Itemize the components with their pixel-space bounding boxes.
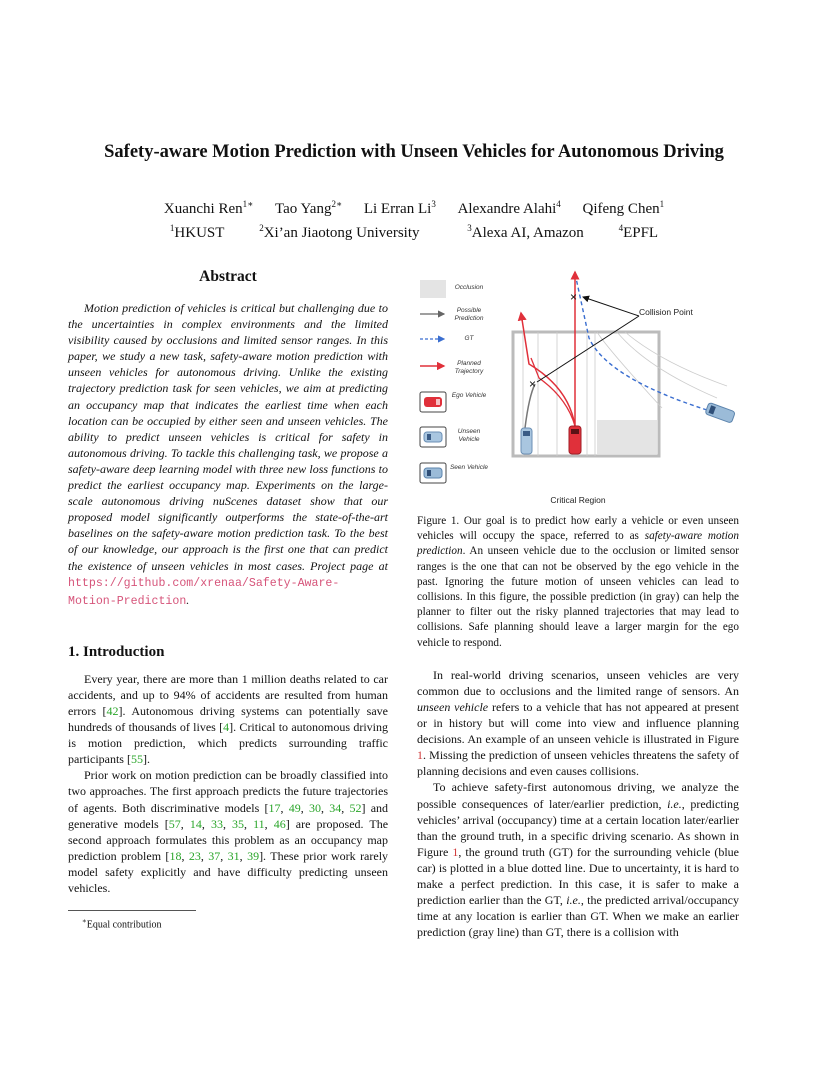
figure-1-caption	[417, 514, 739, 651]
text-segment: ,	[244, 816, 254, 831]
legend-ego-vehicle: Ego Vehicle	[451, 392, 487, 399]
text-segment: ,	[264, 816, 274, 831]
paper-title: Safety-aware Motion Prediction with Unseen Vehicles for Autonomous Driving	[104, 142, 724, 162]
unseen-vehicle	[521, 428, 532, 454]
citation-link[interactable]: 23	[188, 848, 201, 863]
author: Li Erran Li$^3$	[363, 199, 436, 217]
text-segment: Every year, there are more than 1 million deaths related to car accidents, and up to 94% of accidents are resulted from human errors [	[68, 671, 388, 718]
text-segment: ,	[201, 816, 211, 831]
legend-occlusion: Occlusion	[454, 284, 484, 291]
footnote: ∗Equal contribution	[82, 917, 162, 931]
citation-link[interactable]: 30	[308, 800, 321, 815]
text-segment: , the predicted arrival/occupancy time at any location is earlier than GT. When we make an earlier prediction (gray line) than GT, there is a collision with	[417, 893, 739, 940]
citation-link[interactable]: 33	[210, 816, 223, 831]
footnote-divider	[68, 910, 196, 911]
text-segment: ,	[200, 848, 209, 863]
citation-link[interactable]: 35	[232, 816, 245, 831]
citation-link[interactable]: 37	[208, 848, 221, 863]
legend-planned-trajectory: Planned Trajectory	[454, 360, 484, 375]
text-segment: ,	[220, 848, 228, 863]
right-column	[417, 268, 739, 940]
citation-link[interactable]: 57	[168, 816, 181, 831]
abstract-heading: Abstract	[199, 268, 257, 285]
affiliations	[0, 219, 828, 243]
text-segment: ] and generative models [	[68, 800, 389, 831]
text-segment: ,	[222, 816, 233, 831]
collision-mark-icon: ×	[529, 377, 537, 391]
author: Alexandre Alahi$^4$	[457, 199, 561, 217]
seen-vehicle-icon	[420, 463, 446, 483]
citation-link[interactable]: 46	[273, 816, 286, 831]
text-segment: ,	[239, 848, 248, 863]
text-segment: ].	[142, 752, 150, 767]
right-paragraph-1	[417, 667, 739, 780]
figure-ref-link[interactable]: 1	[452, 844, 459, 859]
citation-link[interactable]: 39	[247, 848, 260, 863]
text-segment: . An unseen vehicle due to the occlusion or limited sensor ranges is the one that can not be observed by the ego vehicle in the past. Ignoring the future motion of unseen vehicles can lead to collisions. In this figure, the possible prediction (in gray) can help the planner to filter out the risky planned trajectories that may lead to collisions. Safe planning should leave a larger margin for the ego vehicle to respond.	[417, 545, 739, 649]
text-segment: Prior work on motion prediction can be broadly classified into two approaches. The first approach predicts the future trajectories of agents. Both discriminative models [	[68, 768, 388, 815]
text-segment: In real-world driving scenarios, unseen vehicles are very common due to occlusions and the limited range of sensors. An	[417, 667, 739, 698]
emphasis-text: i.e.	[566, 893, 581, 908]
text-segment: ,	[180, 816, 190, 831]
citation-link[interactable]: 4	[223, 720, 230, 735]
left-column	[68, 268, 388, 930]
occlusion-area	[597, 420, 657, 454]
citation-link[interactable]: 18	[169, 848, 182, 863]
text-segment: ,	[280, 800, 289, 815]
text-segment: ,	[320, 800, 330, 815]
ego-vehicle	[569, 426, 581, 454]
collision-mark-icon: ×	[570, 290, 578, 304]
author: Xuanchi Ren$^{1∗}$	[163, 199, 254, 217]
project-page-link[interactable]: https://github.com/xrenaa/Safety-Aware-Motion-Prediction	[68, 576, 340, 608]
seen-vehicle	[705, 402, 735, 423]
emphasis-text: safety-aware motion prediction	[417, 530, 739, 558]
ego-vehicle-icon	[420, 392, 446, 412]
figure-1	[417, 268, 739, 508]
legend-possible-prediction: Possible Prediction	[454, 307, 484, 322]
occlusion-swatch-icon	[420, 280, 446, 298]
text-segment: . Missing the prediction of unseen vehicles threatens the safety of planning decisions and even causes collisions.	[417, 748, 739, 779]
citation-link[interactable]: 42	[106, 703, 119, 718]
legend-gt: GT	[464, 335, 474, 342]
text-segment: ]. These prior work rarely model safety explicitly and have difficulty predicting unseen vehicles.	[68, 848, 389, 895]
text-segment: ] are proposed. The second approach formulates this problem as an occupancy map prediction problem [	[68, 816, 389, 863]
affiliation: $^3$Alexa AI, Amazon	[467, 223, 584, 241]
right-paragraph-2	[417, 779, 739, 940]
affiliation: $^1$HKUST	[169, 223, 225, 241]
author-names	[0, 195, 828, 219]
emphasis-text: i.e.	[667, 796, 682, 811]
citation-link[interactable]: 17	[268, 800, 281, 815]
citation-link[interactable]: 31	[227, 848, 240, 863]
text-segment: refers to a vehicle that has not appeared at present or in history but will come into view and influence planning decisions. An example of an unseen vehicle is illustrated in Figure	[417, 700, 740, 747]
text-segment: ]. Autonomous driving systems can potentially save hundreds of thousands of lives [	[68, 703, 388, 735]
text-segment: Figure 1. Our goal is to predict how early a vehicle or even unseen vehicles will occupy the space, referred to as	[417, 515, 739, 543]
intro-paragraph-2	[68, 767, 388, 896]
citation-link[interactable]: 11	[253, 816, 265, 831]
intro-paragraph-1	[68, 671, 388, 768]
emphasis-text: unseen vehicle	[417, 700, 489, 715]
author-block	[0, 195, 828, 243]
citation-link[interactable]: 34	[329, 800, 342, 815]
planned-trajectory-left	[521, 313, 575, 426]
author: Tao Yang$^{2∗}$	[274, 199, 343, 217]
introduction-heading: 1. Introduction	[68, 643, 165, 660]
critical-region-label: Critical Region	[550, 495, 606, 505]
abstract-text: Motion prediction of vehicles is critical but challenging due to the uncertainties in complex environments and the limited visibility caused by occlusions and limited sensor ranges. In this paper, we study a new task, safety-aware motion prediction with unseen vehicles for autonomous driving. Unlike the existing trajectory prediction task for seen vehicles, we aim at predicting an occupancy map that indicates the earliest time when each location can be occupied by either seen and unseen vehicles. The ability to predict unseen vehicles is critical for safety in autonomous driving. To tackle this challenging task, we propose a safety-aware deep learning model with three new loss functions to predict the earliest occupancy map. Experiments on the large-scale autonomous driving nuScenes dataset show that our proposed model significantly outperforms the state-of-the-art baselines on the safety-aware motion prediction task. To the best of our knowledge, our approach is the first one that can predict the existence of unseen vehicles in most cases. Project page at https://github.com/xrenaa/Safety-Aware-Motion-Prediction.	[68, 301, 388, 608]
legend-seen-vehicle: Seen Vehicle	[449, 464, 489, 471]
figure-ref-link[interactable]: 1	[417, 748, 423, 763]
citation-link[interactable]: 52	[349, 800, 362, 815]
affiliation: $^4$EPFL	[618, 223, 659, 241]
text-segment: To achieve safety-first autonomous driving, we analyze the possible consequences of later/earlier prediction,	[417, 780, 739, 811]
text-segment: ]. Critical to autonomous driving is motion prediction, which predicts surrounding traffic participants [	[68, 720, 388, 767]
legend-unseen-vehicle: Unseen Vehicle	[457, 428, 481, 443]
text-segment: , predicting vehicles’ arrival (occupancy) time at a certain location later/earlier than the ground truth, in a specific driving scenario. As shown in Figure	[417, 796, 739, 859]
author: Qifeng Chen$^1$	[582, 199, 665, 217]
affiliation: $^2$Xi’an Jiaotong University	[259, 223, 420, 241]
text-segment: ,	[300, 800, 309, 815]
text-segment: , the ground truth (GT) for the surrounding vehicle (blue car) is plotted in a blue dotted line. Due to uncertainty, it is hard to make a perfect prediction. In this case, it is safer to make a prediction earlier than the GT,	[417, 844, 739, 908]
citation-link[interactable]: 55	[130, 752, 143, 767]
citation-link[interactable]: 49	[288, 800, 301, 815]
citation-link[interactable]: 14	[189, 816, 202, 831]
collision-point-label: Collision Point	[639, 307, 693, 317]
text-segment: ,	[341, 800, 350, 815]
unseen-vehicle-icon	[420, 427, 446, 447]
text-segment: ,	[181, 848, 189, 863]
